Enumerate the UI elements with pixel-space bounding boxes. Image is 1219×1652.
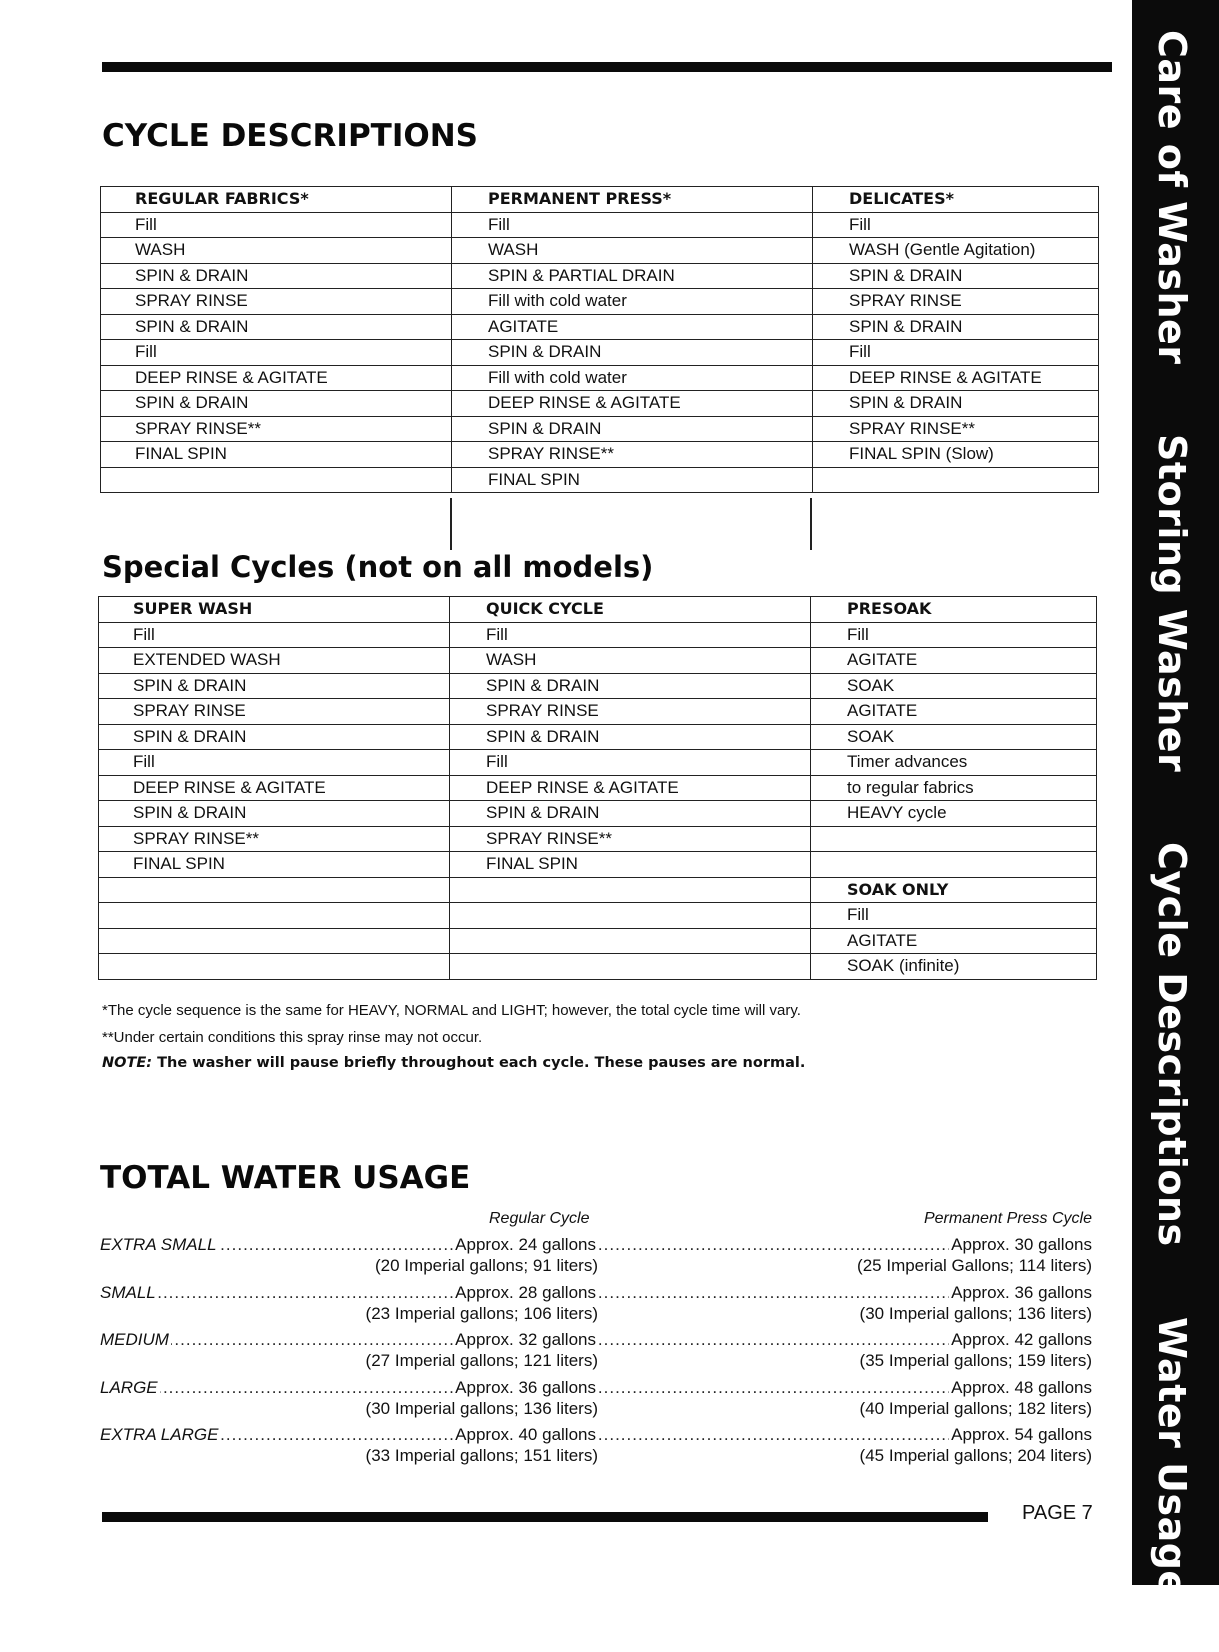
table-cell: AGITATE (811, 699, 1097, 725)
permanent-imperial: (25 Imperial Gallons; 114 liters) (857, 1256, 1092, 1275)
table-cell: SPRAY RINSE (101, 289, 452, 315)
table-cell: AGITATE (452, 314, 813, 340)
table-cell: Fill (450, 750, 811, 776)
table-row (99, 826, 1097, 852)
table-cell: FINAL SPIN (450, 852, 811, 878)
permanent-amount: Approx. 36 gallons (951, 1282, 1092, 1302)
table-cell: SPIN & DRAIN (101, 391, 452, 417)
table-divider (450, 498, 452, 550)
load-size: MEDIUM (100, 1330, 169, 1349)
table-header-row (99, 597, 1097, 623)
table-row (101, 289, 1099, 315)
permanent-imperial: (35 Imperial gallons; 159 liters) (859, 1351, 1092, 1370)
regular-imperial: (20 Imperial gallons; 91 liters) (375, 1256, 598, 1275)
table-row (99, 775, 1097, 801)
table-cell: EXTENDED WASH (99, 648, 450, 674)
table-cell: SPIN & DRAIN (452, 416, 813, 442)
table-cell: SPIN & DRAIN (101, 263, 452, 289)
regular-amount: Approx. 24 gallons (455, 1235, 596, 1254)
table-cell: SOAK (811, 724, 1097, 750)
table-cell: SPRAY RINSE (99, 699, 450, 725)
table-cell: SPRAY RINSE** (450, 826, 811, 852)
leader-line (100, 1235, 1092, 1257)
table-cell: Timer advances (811, 750, 1097, 776)
table-cell: SPRAY RINSE** (101, 416, 452, 442)
table-row (99, 801, 1097, 827)
permanent-amount: Approx. 54 gallons (951, 1425, 1092, 1444)
leader-line (100, 1330, 1092, 1352)
table-cell (450, 928, 811, 954)
table-cell: SOAK (infinite) (811, 954, 1097, 980)
leader-line (100, 1378, 1092, 1400)
table-cell: SPIN & DRAIN (99, 673, 450, 699)
regular-imperial: (23 Imperial gallons; 106 liters) (365, 1303, 598, 1323)
table-row (99, 928, 1097, 954)
table-cell: SPIN & PARTIAL DRAIN (452, 263, 813, 289)
table-cell: SPIN & DRAIN (813, 314, 1099, 340)
table-cell: Fill (813, 212, 1099, 238)
table-row (101, 238, 1099, 264)
table-cell: SPRAY RINSE** (813, 416, 1099, 442)
footnote-cycle-sequence: *The cycle sequence is the same for HEAVY, NORMAL and LIGHT; however, the total cycle time will vary. (102, 1002, 801, 1019)
regular-amount: Approx. 36 gallons (455, 1377, 596, 1397)
footnote-spray-rinse: **Under certain conditions this spray rinse may not occur. (102, 1029, 483, 1046)
water-usage-title: TOTAL WATER USAGE (100, 1160, 471, 1196)
table-cell: FINAL SPIN (101, 442, 452, 468)
table-cell (450, 954, 811, 980)
table-row (101, 442, 1099, 468)
table-row (101, 314, 1099, 340)
regular-amount: Approx. 32 gallons (455, 1330, 596, 1349)
side-tab-cycle: Cycle Descriptions (1150, 842, 1194, 1247)
table-cell: SPIN & DRAIN (452, 340, 813, 366)
leader-line (100, 1425, 1092, 1447)
note-text: The washer will pause briefly throughout each cycle. These pauses are normal. (152, 1055, 806, 1071)
table-cell: Fill with cold water (452, 365, 813, 391)
table-row (101, 467, 1099, 493)
permanent-amount: Approx. 48 gallons (951, 1377, 1092, 1397)
table-cell: HEAVY cycle (811, 801, 1097, 827)
table-cell: SPIN & DRAIN (450, 673, 811, 699)
table-cell: SPRAY RINSE (813, 289, 1099, 315)
table-cell: Fill (450, 622, 811, 648)
table-row (99, 724, 1097, 750)
table-cell: DEEP RINSE & AGITATE (99, 775, 450, 801)
table-cell: SPRAY RINSE (450, 699, 811, 725)
table-cell: WASH (452, 238, 813, 264)
load-size: LARGE (100, 1377, 158, 1397)
permanent-imperial: (45 Imperial gallons; 204 liters) (859, 1446, 1092, 1465)
table-cell: AGITATE (811, 928, 1097, 954)
side-tab-storing: Storing Washer (1150, 434, 1194, 773)
leader-line (100, 1283, 1092, 1305)
table-cell (813, 467, 1099, 493)
table-cell: FINAL SPIN (99, 852, 450, 878)
table-cell (99, 877, 450, 903)
table-cell: SPIN & DRAIN (450, 724, 811, 750)
load-size: EXTRA SMALL (100, 1235, 217, 1254)
table-cell: SPIN & DRAIN (99, 724, 450, 750)
column-header: REGULAR FABRICS* (101, 187, 452, 213)
table-row (101, 391, 1099, 417)
table-row (99, 954, 1097, 980)
table-cell: SPIN & DRAIN (813, 263, 1099, 289)
table-cell: SPIN & DRAIN (813, 391, 1099, 417)
table-cell (450, 877, 811, 903)
table-cell: Fill with cold water (452, 289, 813, 315)
column-header: SUPER WASH (99, 597, 450, 623)
table-divider (810, 498, 812, 550)
table-cell: DEEP RINSE & AGITATE (101, 365, 452, 391)
table-cell: SPIN & DRAIN (101, 314, 452, 340)
side-tab-labels (1150, 30, 1194, 1652)
table-cell: Fill (813, 340, 1099, 366)
table-row (99, 648, 1097, 674)
table-row (101, 263, 1099, 289)
page-number: PAGE 7 (1022, 1502, 1093, 1524)
table-header-row (101, 187, 1099, 213)
table-cell: Fill (99, 750, 450, 776)
column-header: PERMANENT PRESS* (452, 187, 813, 213)
regular-cycle-header: Regular Cycle (489, 1210, 590, 1227)
table-row (99, 673, 1097, 699)
table-row (101, 416, 1099, 442)
table-row (99, 852, 1097, 878)
table-cell: Fill (99, 622, 450, 648)
column-header: DELICATES* (813, 187, 1099, 213)
table-cell (811, 826, 1097, 852)
table-cell: Fill (452, 212, 813, 238)
table-cell: SPRAY RINSE** (452, 442, 813, 468)
table-cell: WASH (450, 648, 811, 674)
table-cell: SOAK ONLY (811, 877, 1097, 903)
table-cell: FINAL SPIN (452, 467, 813, 493)
table-cell: Fill (811, 903, 1097, 929)
special-cycles-table (98, 596, 1097, 980)
table-row (101, 340, 1099, 366)
permanent-imperial: (30 Imperial gallons; 136 liters) (859, 1303, 1092, 1323)
table-cell: SOAK (811, 673, 1097, 699)
table-cell (450, 903, 811, 929)
permanent-amount: Approx. 30 gallons (951, 1235, 1092, 1254)
table-cell: AGITATE (811, 648, 1097, 674)
table-cell: FINAL SPIN (Slow) (813, 442, 1099, 468)
table-cell: DEEP RINSE & AGITATE (450, 775, 811, 801)
table-cell: Fill (811, 622, 1097, 648)
cycle-descriptions-title: CYCLE DESCRIPTIONS (102, 118, 478, 154)
table-cell: WASH (101, 238, 452, 264)
side-tab-water: Water Usage (1150, 1316, 1194, 1597)
bottom-rule (102, 1512, 988, 1522)
table-cell (811, 852, 1097, 878)
permanent-imperial: (40 Imperial gallons; 182 liters) (859, 1398, 1092, 1418)
regular-amount: Approx. 40 gallons (455, 1425, 596, 1444)
table-row (99, 903, 1097, 929)
regular-imperial: (30 Imperial gallons; 136 liters) (365, 1398, 598, 1418)
regular-imperial: (33 Imperial gallons; 151 liters) (365, 1446, 598, 1465)
table-cell: SPIN & DRAIN (450, 801, 811, 827)
load-size: EXTRA LARGE (100, 1425, 219, 1444)
table-row (101, 365, 1099, 391)
column-header: PRESOAK (811, 597, 1097, 623)
table-cell: Fill (101, 340, 452, 366)
permanent-amount: Approx. 42 gallons (951, 1330, 1092, 1349)
table-cell: DEEP RINSE & AGITATE (452, 391, 813, 417)
side-tab-care: Care of Washer (1150, 30, 1194, 365)
table-cell (99, 928, 450, 954)
note-pauses (102, 1055, 805, 1071)
regular-amount: Approx. 28 gallons (455, 1282, 596, 1302)
table-cell: Fill (101, 212, 452, 238)
note-label: NOTE: (102, 1055, 153, 1071)
table-cell: DEEP RINSE & AGITATE (813, 365, 1099, 391)
table-cell: SPRAY RINSE** (99, 826, 450, 852)
column-header: QUICK CYCLE (450, 597, 811, 623)
table-row (99, 877, 1097, 903)
top-rule (102, 62, 1112, 72)
regular-imperial: (27 Imperial gallons; 121 liters) (365, 1351, 598, 1370)
table-row (99, 622, 1097, 648)
cycle-descriptions-table (100, 186, 1099, 493)
section-side-tab (1132, 0, 1219, 1597)
table-cell (99, 903, 450, 929)
table-cell (101, 467, 452, 493)
table-row (99, 750, 1097, 776)
table-cell (99, 954, 450, 980)
table-row (101, 212, 1099, 238)
special-cycles-title: Special Cycles (not on all models) (102, 550, 654, 584)
table-cell: to regular fabrics (811, 775, 1097, 801)
permanent-press-header: Permanent Press Cycle (923, 1210, 1092, 1227)
table-cell: SPIN & DRAIN (99, 801, 450, 827)
load-size: SMALL (100, 1282, 156, 1302)
table-cell: WASH (Gentle Agitation) (813, 238, 1099, 264)
table-row (99, 699, 1097, 725)
